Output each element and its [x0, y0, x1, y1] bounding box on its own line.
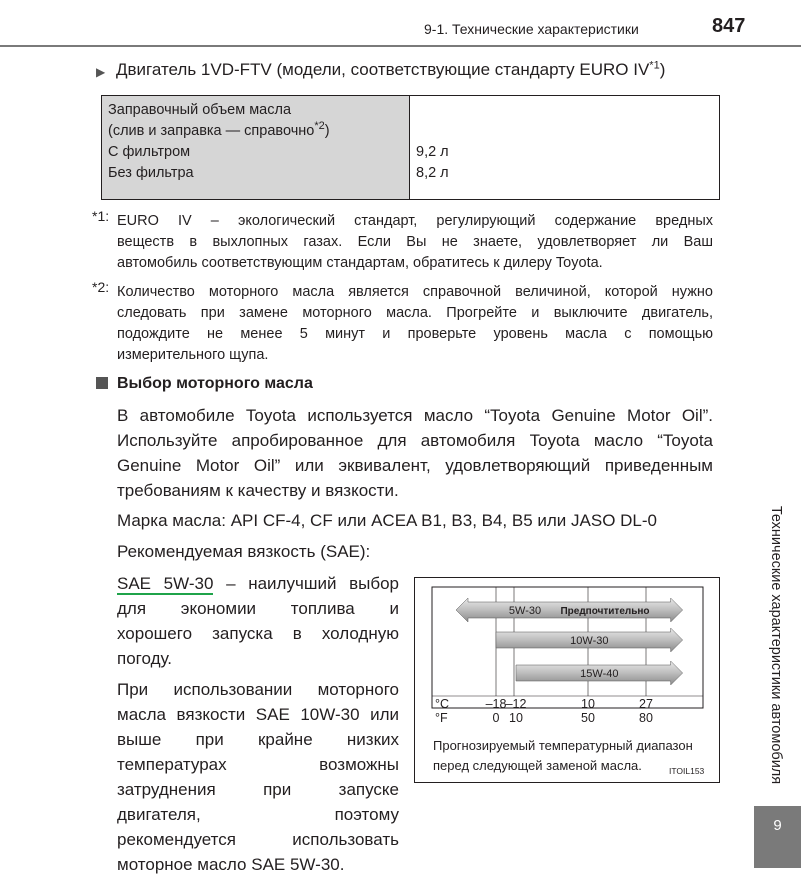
oil-capacity-table	[101, 95, 720, 200]
section-title: 9-1. Технические характеристики	[424, 21, 639, 37]
footnote-line: измерительного щупа.	[117, 347, 269, 363]
footnote-line: автомобиль соответствующим стандартам, обратитесь к дилеру Toyota.	[117, 255, 603, 271]
footnote-mark: *1:	[92, 208, 110, 224]
footnote-mark: *2:	[92, 279, 110, 295]
tick-label-f: 50	[581, 711, 595, 725]
intro-paragraph	[117, 403, 713, 503]
engine-heading-text: Двигатель 1VD-FTV (модели, соответствующие стандарту EURO IV	[116, 60, 650, 79]
best-choice-paragraph	[117, 571, 399, 671]
tick-label-c: –12	[505, 697, 527, 711]
chart-caption-line: Прогнозируемый температурный диапазон	[433, 738, 693, 753]
recommended-viscosity: Рекомендуемая вязкость (SAE):	[117, 542, 371, 561]
footnote-line: подождите не менее 5 минут и проверьте уровень масла с помощью	[117, 326, 713, 342]
paragraph-line: температурах возможны	[117, 755, 399, 774]
chapter-sidebar	[754, 488, 798, 803]
viscosity-bar-label: 15W-40	[580, 668, 619, 680]
footnote-2	[117, 282, 713, 366]
tick-label-c: 27	[639, 697, 653, 711]
preferred-label: Предпочтительно	[560, 606, 650, 617]
footnote-line: веществ в выхлопных газах. Если Вы не знаете, удовлетворяет ли Ваш	[117, 234, 713, 250]
viscosity-chart	[414, 577, 720, 783]
bullet-triangle-icon: ▶	[96, 65, 106, 79]
paragraph-line: затруднения при запуске	[117, 780, 399, 799]
engine-heading-close: )	[659, 60, 666, 79]
sae-highlight: SAE 5W-30	[117, 574, 214, 593]
tick-label-f: 10	[509, 711, 523, 725]
axis-unit-c: °C	[435, 697, 450, 711]
oil-table-label-line1: Заправочный объем масла	[108, 102, 292, 118]
paragraph-line: масла вязкости SAE 10W-30 или	[117, 705, 399, 724]
footnote-line: EURO IV – экологический стандарт, регулирующий содержание вредных	[117, 213, 713, 229]
header-divider	[0, 45, 801, 47]
paragraph-line: SAE 5W-30 – наилучший выбор	[117, 574, 399, 593]
chart-caption-line: перед следующей заменой масла.	[433, 758, 642, 773]
paragraph-line: хорошего запуска в холодную	[117, 624, 399, 643]
tick-label-c: 10	[581, 697, 595, 711]
footnote-1	[117, 211, 713, 274]
oil-table-value-cell	[410, 96, 720, 200]
oil-table-row-label: С фильтром	[108, 144, 191, 160]
paragraph-line: В автомобиле Toyota используется масло “Toyota Genuine Motor Oil”.	[117, 406, 713, 425]
oil-brand: Марка масла: API CF-4, CF или ACEA B1, B3, B4, B5 или JASO DL-0	[117, 511, 657, 530]
cold-start-paragraph	[117, 677, 399, 877]
page-number: 847	[712, 15, 746, 37]
chapter-title: Технические характеристики автомобиля	[768, 505, 784, 785]
paragraph-line: погоду.	[117, 649, 173, 668]
axis-unit-f: °F	[435, 711, 448, 725]
tick-label-f: 0	[492, 711, 500, 725]
subsection-heading: Выбор моторного масла	[96, 375, 313, 393]
tick-label-c: –18	[485, 697, 507, 711]
footnote-line: следовать при замене моторного масла. Прогрейте и выключите двигатель,	[117, 305, 713, 321]
viscosity-bar-label: 5W-30	[508, 605, 542, 617]
oil-table-label-cell	[102, 96, 410, 200]
chart-code: ITOIL153	[669, 766, 705, 776]
paragraph-line: рекомендуется использовать	[117, 830, 399, 849]
viscosity-bar-label: 10W-30	[570, 635, 609, 647]
footnote-line: Количество моторного масла является справочной величиной, которой нужно	[117, 284, 713, 300]
paragraph-line: для экономии топлива и	[117, 599, 399, 618]
square-bullet-icon	[96, 377, 108, 389]
chapter-tab[interactable]: 9	[754, 806, 801, 868]
oil-table-label-line2: (слив и заправка — справочно$^{*2}$)	[108, 120, 330, 139]
paragraph-line: двигателя, поэтому	[117, 805, 399, 824]
oil-table-row-value: 8,2 л	[416, 165, 449, 181]
engine-heading	[116, 60, 665, 80]
tick-label-f: 80	[639, 711, 653, 725]
engine-heading-sup: *1	[649, 59, 660, 72]
paragraph-line: моторное масло SAE 5W-30.	[117, 855, 345, 874]
oil-table-row-value: 9,2 л	[416, 144, 449, 160]
oil-table-row-label: Без фильтра	[108, 165, 194, 181]
paragraph-line: выше при крайне низких	[117, 730, 399, 749]
paragraph-line: требованиям к качеству и вязкости.	[117, 481, 399, 500]
chart-caption	[433, 736, 693, 776]
paragraph-line: Используйте апробированное для автомобиля Toyota масло “Toyota	[117, 431, 713, 450]
paragraph-line: Genuine Motor Oil” или эквивалент, удовлетворяющий приведенным	[117, 456, 713, 475]
paragraph-line: При использовании моторного	[117, 680, 399, 699]
